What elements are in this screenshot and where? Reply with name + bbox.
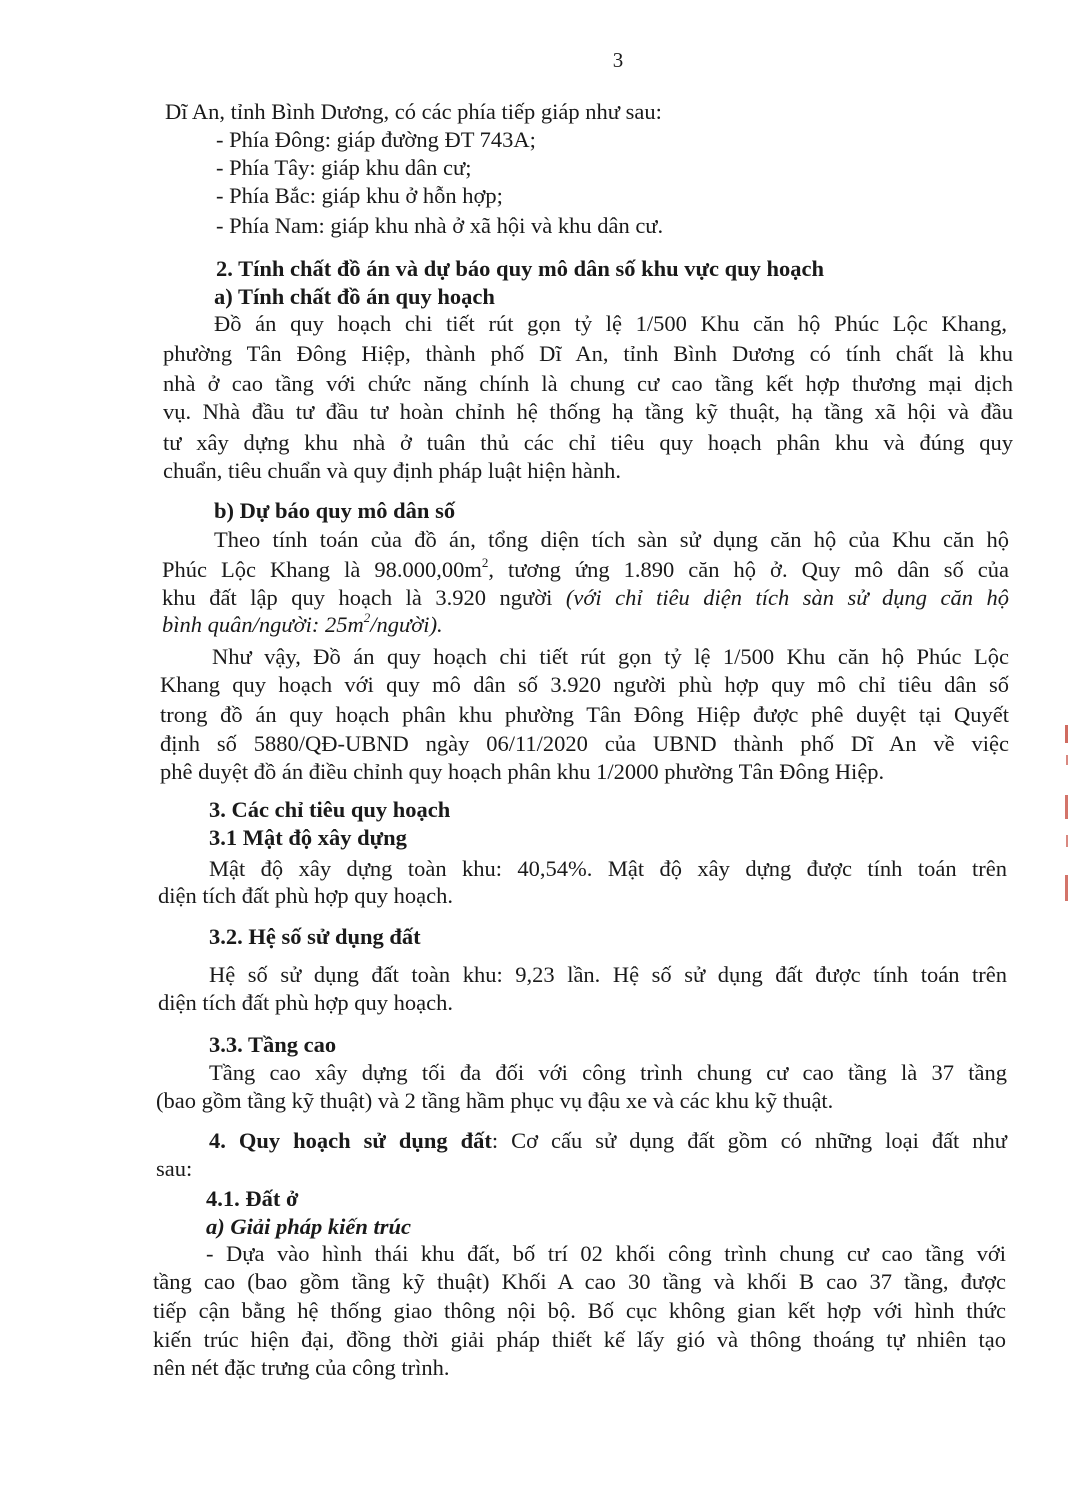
section4-heading-cont: sau: (156, 1156, 193, 1181)
section2a-line: tư xây dựng khu nhà ở tuân thủ các chỉ tiêu quy hoạch phân khu và đúng quy (163, 430, 1013, 455)
section33-heading: 3.3. Tầng cao (209, 1032, 337, 1057)
section2a-line: Đồ án quy hoạch chi tiết rút gọn tỷ lệ 1/500 Khu căn hộ Phúc Lộc Khang, (214, 311, 1007, 336)
section33-line: (bao gồm tầng kỹ thuật) và 2 tầng hầm phục vụ đậu xe và các khu kỹ thuật. (156, 1088, 834, 1113)
section32-line: diện tích đất phù hợp quy hoạch. (158, 990, 453, 1015)
floor-area-text: Phúc Lộc Khang là 98.000,00m (162, 557, 482, 582)
section2b-line (162, 584, 1009, 612)
ratio-note: (với chỉ tiêu diện tích sàn sử dụng căn hộ (565, 585, 1010, 610)
section41a-line: - Dựa vào hình thái khu đất, bố trí 02 khối công trình chung cư cao tầng với (206, 1241, 1006, 1266)
section2a-line: nhà ở cao tầng với chức năng chính là chung cư cao tầng kết hợp thương mại dịch (163, 371, 1013, 396)
section2-heading: 2. Tính chất đồ án và dự báo quy mô dân số khu vực quy hoạch (216, 256, 825, 281)
border-east: - Phía Đông: giáp đường ĐT 743A; (216, 127, 536, 152)
border-north: - Phía Bắc: giáp khu ở hỗn hợp; (216, 183, 503, 208)
section41a-line: tầng cao (bao gồm tầng kỹ thuật) Khối A cao 30 tầng và khối B cao 37 tầng, được (153, 1269, 1006, 1294)
superscript: 2 (363, 609, 371, 625)
section2b-p2-line: Khang quy hoạch với quy mô dân số 3.920 người phù hợp quy mô chỉ tiêu dân số (160, 672, 1009, 697)
population-text: khu đất lập quy hoạch là 3.920 người (162, 585, 566, 610)
section33-line: Tầng cao xây dựng tối đa đối với công trình chung cư cao tầng là 37 tầng (209, 1060, 1007, 1085)
border-south: - Phía Nam: giáp khu nhà ở xã hội và khu dân cư. (216, 213, 664, 238)
section2b-line: Theo tính toán của đồ án, tổng diện tích sàn sử dụng căn hộ của Khu căn hộ (214, 527, 1009, 552)
section41a-line: tiếp cận bằng hệ thống giao thông nội bộ. Bố cục không gian kết hợp với hình thức (153, 1298, 1006, 1323)
section32-line: Hệ số sử dụng đất toàn khu: 9,23 lần. Hệ số sử dụng đất được tính toán trên (209, 962, 1007, 987)
section2b-line (162, 556, 1009, 584)
section2b-p2-line: trong đồ án quy hoạch phân khu phường Tân Đông Hiệp được phê duyệt tại Quyết (160, 702, 1009, 727)
section2b-p2-line: Như vậy, Đồ án quy hoạch chi tiết rút gọn tỷ lệ 1/500 Khu căn hộ Phúc Lộc (212, 644, 1009, 669)
section4-heading (209, 1127, 1007, 1155)
section2b-p2-line: định số 5880/QĐ-UBND ngày 06/11/2020 của UBND thành phố Dĩ An về việc (160, 731, 1009, 756)
section2a-heading: a) Tính chất đồ án quy hoạch (214, 284, 495, 309)
section2a-line: vụ. Nhà đầu tư đầu tư hoàn chỉnh hệ thống hạ tầng kỹ thuật, hạ tầng xã hội và đầu (163, 399, 1013, 424)
section4-title: 4. Quy hoạch sử dụng đất (209, 1128, 492, 1153)
margin-stamp-marks (1064, 725, 1070, 905)
apartments-text: , tương ứng 1.890 căn hộ ở. Quy mô dân số của (488, 557, 1009, 582)
section41-heading: 4.1. Đất ở (206, 1186, 299, 1211)
section2a-line: chuẩn, tiêu chuẩn và quy định pháp luật hiện hành. (163, 458, 621, 483)
section4-intro: : Cơ cấu sử dụng đất gồm có những loại đất như (491, 1128, 1007, 1153)
section31-line: Mật độ xây dựng toàn khu: 40,54%. Mật độ xây dựng được tính toán trên (209, 856, 1007, 881)
section41a-line: nên nét đặc trưng của công trình. (153, 1355, 450, 1380)
section3-heading: 3. Các chỉ tiêu quy hoạch (209, 797, 451, 822)
section32-heading: 3.2. Hệ số sử dụng đất (209, 924, 421, 949)
intro-line: Dĩ An, tỉnh Bình Dương, có các phía tiếp giáp như sau: (165, 99, 662, 124)
section41a-heading: a) Giải pháp kiến trúc (206, 1214, 412, 1239)
section2b-line (162, 611, 443, 639)
section31-line: diện tích đất phù hợp quy hoạch. (158, 883, 453, 908)
section31-heading: 3.1 Mật độ xây dựng (209, 825, 407, 850)
ratio-note-end: /người). (370, 612, 443, 637)
section2a-line: phường Tân Đông Hiệp, thành phố Dĩ An, tỉnh Bình Dương có tính chất là khu (163, 341, 1013, 366)
border-west: - Phía Tây: giáp khu dân cư; (216, 155, 472, 180)
section2b-p2-line: phê duyệt đồ án điều chỉnh quy hoạch phân khu 1/2000 phường Tân Đông Hiệp. (160, 759, 885, 784)
section41a-line: kiến trúc hiện đại, đồng thời giải pháp thiết kế lấy gió và thông thoáng tự nhiên tạo (153, 1327, 1006, 1352)
ratio-note-cont: bình quân/người: 25m (162, 612, 364, 637)
superscript: 2 (481, 554, 489, 570)
section2b-heading: b) Dự báo quy mô dân số (214, 498, 456, 523)
page-number: 3 (612, 48, 624, 72)
